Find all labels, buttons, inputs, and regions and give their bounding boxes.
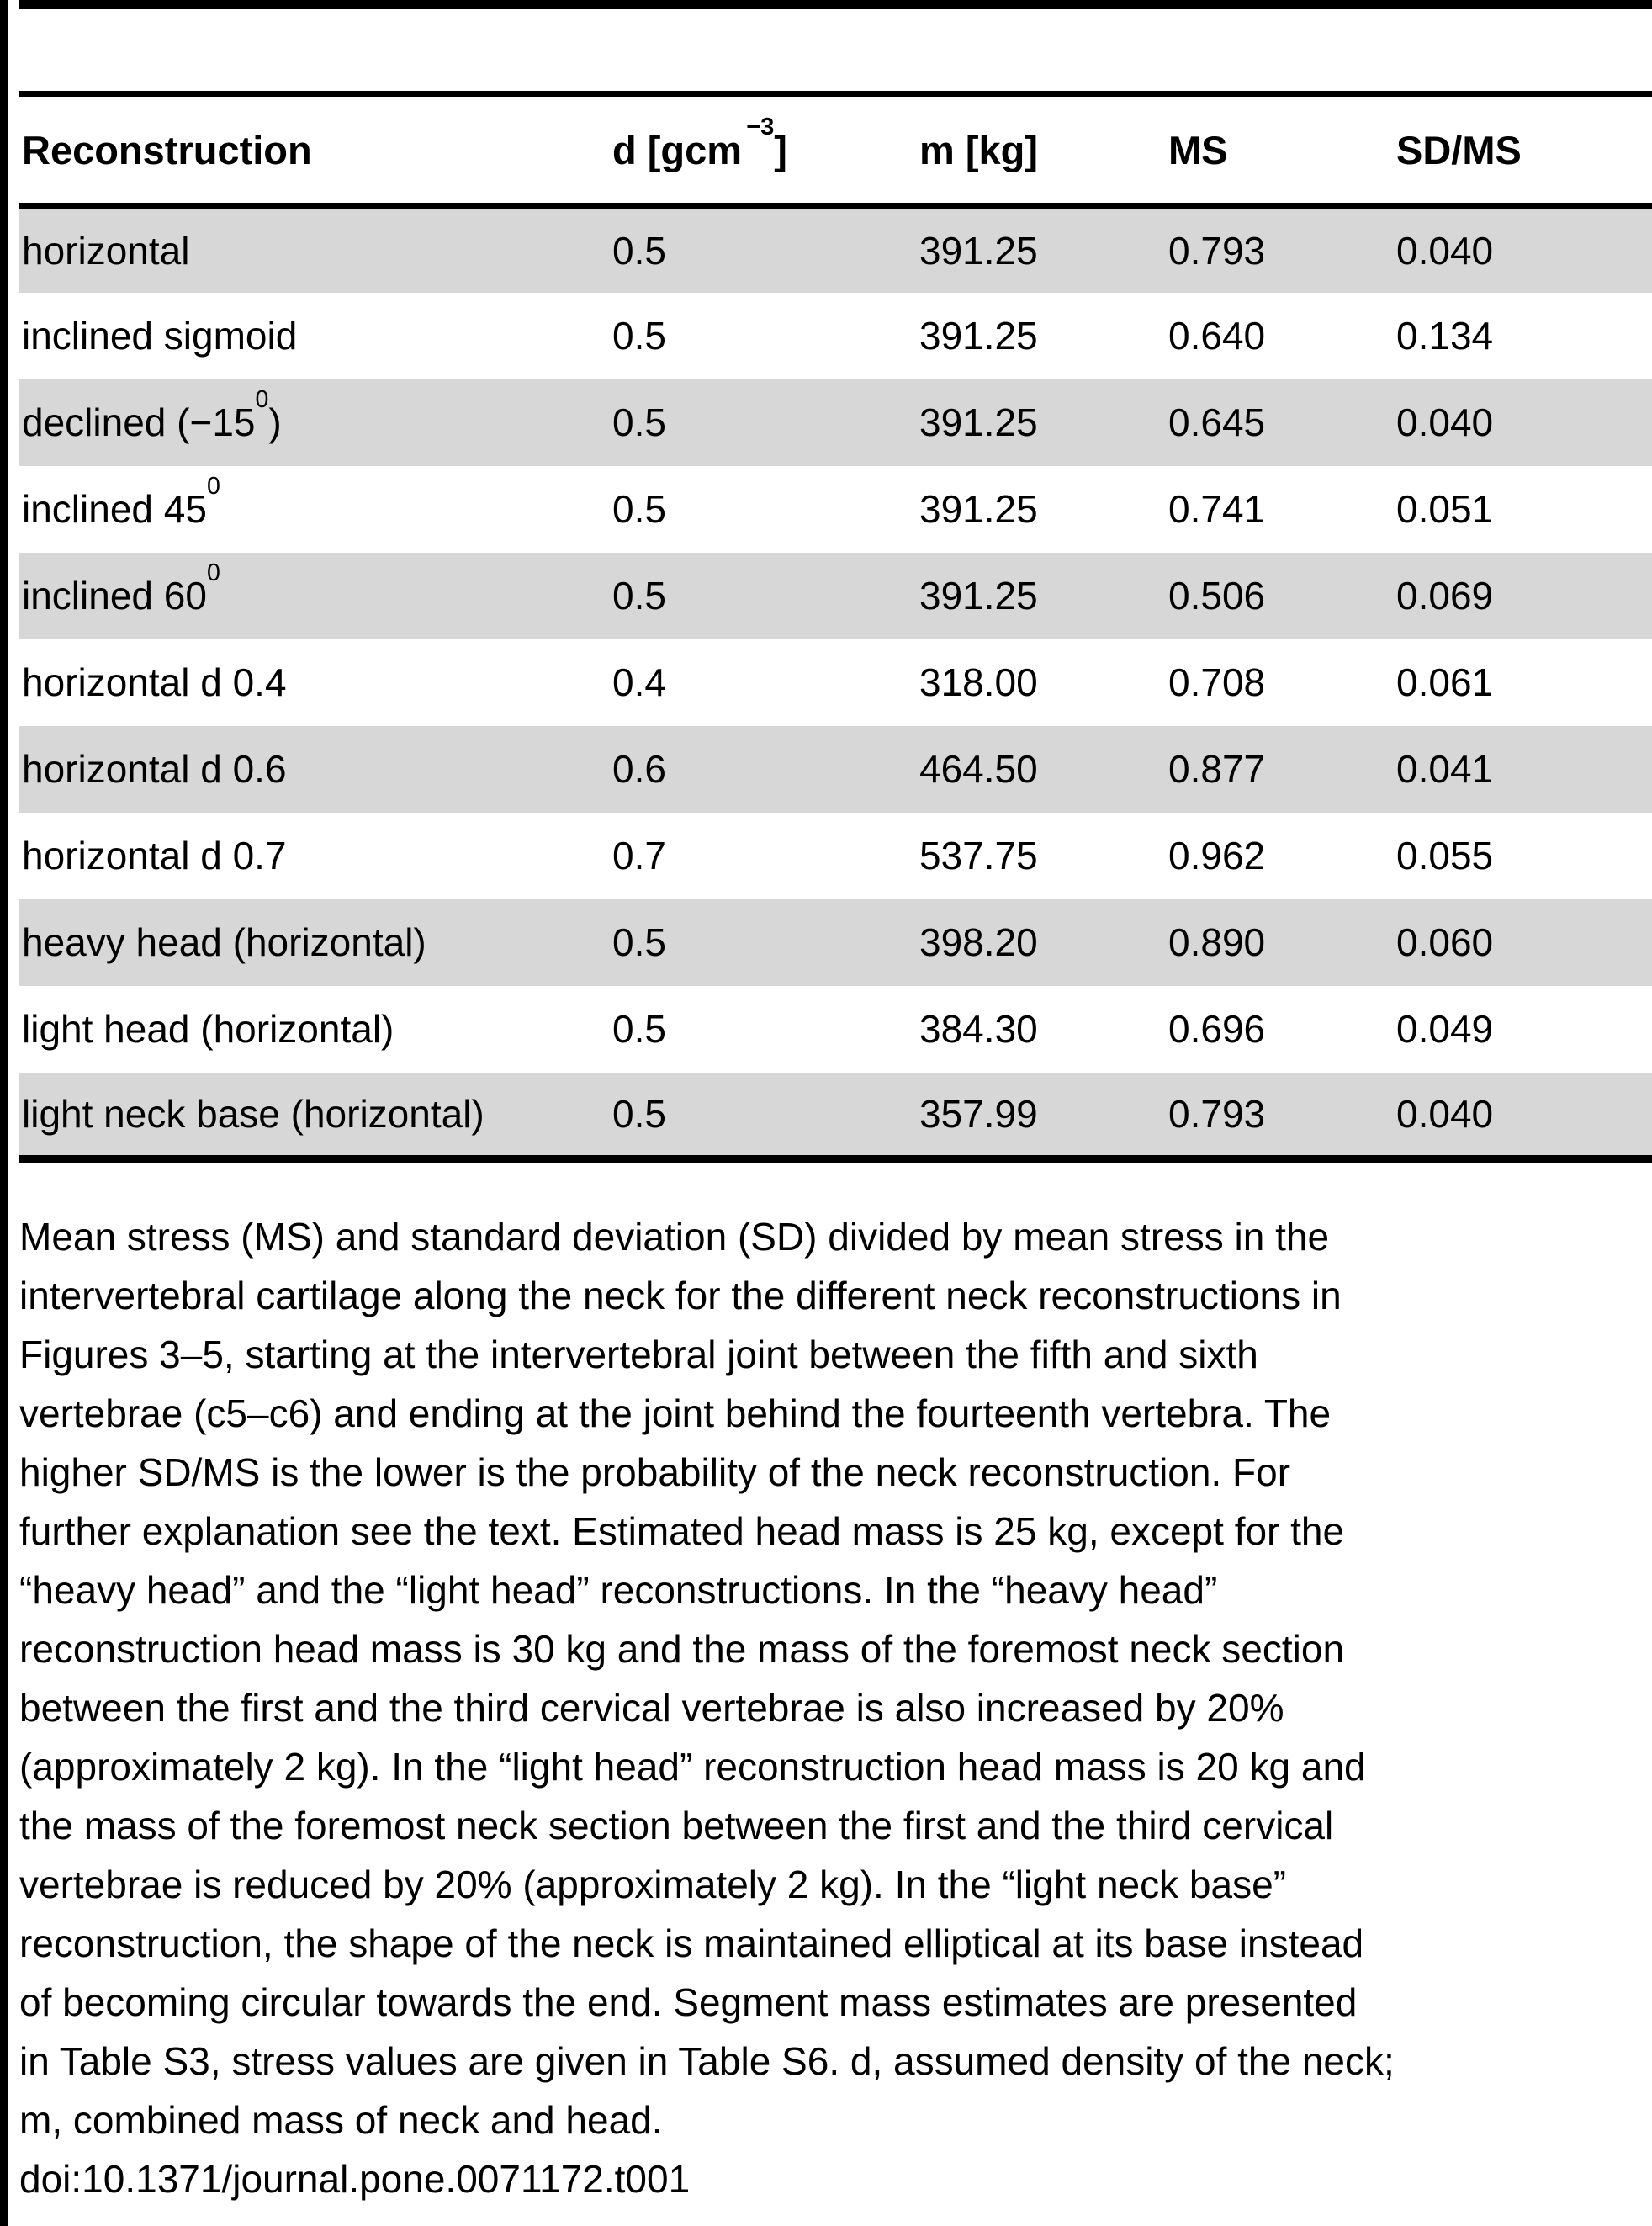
cell-sdms: 0.041 [1396, 747, 1494, 791]
header-text: Reconstruction [22, 127, 312, 172]
caption-line: reconstruction head mass is 30 kg and the mass of the foremost neck section [19, 1626, 1345, 1671]
cell-density: 0.4 [612, 660, 666, 704]
cell-sdms: 0.049 [1396, 1007, 1494, 1051]
caption-line: reconstruction, the shape of the neck is maintained elliptical at its base instead [19, 1921, 1364, 1965]
cell-ms: 0.640 [1168, 314, 1266, 358]
cell-sdms: 0.061 [1396, 660, 1494, 704]
cell-reconstruction: light neck base (horizontal) [22, 1091, 484, 1136]
cell-ms: 0.696 [1168, 1007, 1266, 1051]
cell-ms: 0.890 [1168, 920, 1266, 964]
table-header-row [19, 94, 1652, 206]
cell-reconstruction: heavy head (horizontal) [22, 920, 426, 964]
column-header-reconstruction [19, 94, 610, 206]
table-row [19, 379, 1652, 466]
header-text: SD/MS [1396, 127, 1522, 172]
table-top-rule [19, 0, 1652, 9]
column-header-ms [1166, 94, 1394, 206]
cell-reconstruction: inclined $60^0$ [22, 559, 220, 617]
cell-mass: 391.25 [919, 574, 1038, 617]
superscript: 0 [206, 559, 220, 586]
caption-line: of becoming circular towards the end. Segment mass estimates are presented [19, 1980, 1358, 2024]
table-body [19, 206, 1652, 1159]
table-row [19, 466, 1652, 553]
cell-ms: 0.645 [1168, 400, 1266, 444]
header-text: m [kg] [919, 127, 1038, 172]
cell-reconstruction: horizontal d 0.7 [22, 834, 287, 877]
cell-mass: 384.30 [919, 1007, 1038, 1051]
caption-line: vertebrae is reduced by 20% (approximately 2 kg). In the “light neck base” [19, 1862, 1286, 1906]
caption-line: “heavy head” and the “light head” reconstructions. In the “heavy head” [19, 1567, 1218, 1612]
cell-density: 0.5 [612, 1007, 666, 1051]
table-row [19, 1073, 1652, 1159]
header-text-end: ] [774, 127, 787, 172]
cell-density: 0.5 [612, 487, 666, 531]
table-row [19, 813, 1652, 899]
caption-line: intervertebral cartilage along the neck for the different neck reconstructions in [19, 1273, 1342, 1317]
cell-reconstruction: horizontal d 0.4 [22, 660, 287, 704]
cell-ms: 0.741 [1168, 487, 1266, 531]
caption-line: vertebrae (c5–c6) and ending at the joint behind the fourteenth vertebra. The [19, 1391, 1332, 1435]
page-edge-rule [0, 0, 8, 2226]
cell-ms: 0.793 [1168, 1091, 1266, 1136]
cell-density: 0.7 [612, 834, 666, 877]
doi-line: doi:10.1371/journal.pone.0071172.t001 [19, 2156, 691, 2201]
cell-reconstruction: inclined $45^0$ [22, 473, 220, 531]
cell-mass: 464.50 [919, 747, 1038, 791]
table-row [19, 639, 1652, 726]
cell-density: 0.5 [612, 920, 666, 964]
cell-ms: 0.793 [1168, 228, 1266, 273]
cell-reconstruction: inclined sigmoid [22, 314, 298, 358]
cell-mass: 318.00 [919, 660, 1038, 704]
cell-reconstruction: horizontal d 0.6 [22, 747, 287, 791]
caption-line: (approximately 2 kg). In the “light head” reconstruction head mass is 20 kg and [19, 1744, 1366, 1789]
table-row [19, 726, 1652, 813]
cell-density: 0.5 [612, 1091, 666, 1136]
header-superscript: −3 [746, 113, 775, 140]
table-row [19, 986, 1652, 1073]
table-row [19, 293, 1652, 379]
cell-mass: 357.99 [919, 1091, 1038, 1136]
cell-sdms: 0.069 [1396, 574, 1494, 617]
cell-sdms: 0.060 [1396, 920, 1494, 964]
cell-density: 0.5 [612, 314, 666, 358]
superscript: 0 [206, 473, 220, 500]
cell-sdms: 0.040 [1396, 228, 1494, 273]
header-text: d [gcm [612, 127, 743, 172]
cell-density: 0.5 [612, 574, 666, 617]
column-header-density [610, 94, 917, 206]
cell-sdms: 0.040 [1396, 400, 1494, 444]
cell-mass: 391.25 [919, 314, 1038, 358]
caption-line: the mass of the foremost neck section between the first and the third cervical [19, 1803, 1334, 1847]
column-header-sdms [1394, 94, 1652, 206]
caption-line: further explanation see the text. Estimated head mass is 25 kg, except for the [19, 1508, 1345, 1553]
cell-reconstruction: horizontal [22, 228, 190, 273]
cell-mass: 398.20 [919, 920, 1038, 964]
data-table [19, 91, 1652, 1163]
column-header-mass [917, 94, 1166, 206]
caption-line: between the first and the third cervical vertebrae is also increased by 20% [19, 1685, 1284, 1730]
header-text: MS [1168, 127, 1228, 172]
cell-ms: 0.877 [1168, 747, 1266, 791]
superscript: 0 [255, 386, 269, 413]
table-row [19, 206, 1652, 293]
cell-mass: 391.25 [919, 487, 1038, 531]
caption-line: Figures 3–5, starting at the intervertebral joint between the fifth and sixth [19, 1332, 1258, 1376]
cell-sdms: 0.134 [1396, 314, 1494, 358]
cell-sdms: 0.055 [1396, 834, 1494, 877]
caption-line: Mean stress (MS) and standard deviation (SD) divided by mean stress in the [19, 1214, 1330, 1259]
table-row [19, 553, 1652, 639]
cell-mass: 391.25 [919, 228, 1038, 273]
cell-density: 0.6 [612, 747, 666, 791]
cell-sdms: 0.051 [1396, 487, 1494, 531]
cell-mass: 391.25 [919, 400, 1038, 444]
cell-ms: 0.962 [1168, 834, 1266, 877]
cell-reconstruction: light head (horizontal) [22, 1007, 394, 1051]
cell-reconstruction: declined $(-15^0)$ [22, 386, 282, 444]
cell-mass: 537.75 [919, 834, 1038, 877]
cell-sdms: 0.040 [1396, 1091, 1494, 1136]
cell-density: 0.5 [612, 228, 666, 273]
cell-density: 0.5 [612, 400, 666, 444]
caption-line: m, combined mass of neck and head. [19, 2097, 663, 2142]
table-row [19, 899, 1652, 986]
caption-line: in Table S3, stress values are given in Table S6. d, assumed density of the neck; [19, 2038, 1395, 2083]
caption-line: higher SD/MS is the lower is the probability of the neck reconstruction. For [19, 1450, 1291, 1494]
cell-ms: 0.506 [1168, 574, 1266, 617]
cell-ms: 0.708 [1168, 660, 1266, 704]
table-caption [19, 1207, 1652, 2208]
paper-table-figure [19, 0, 1652, 2208]
